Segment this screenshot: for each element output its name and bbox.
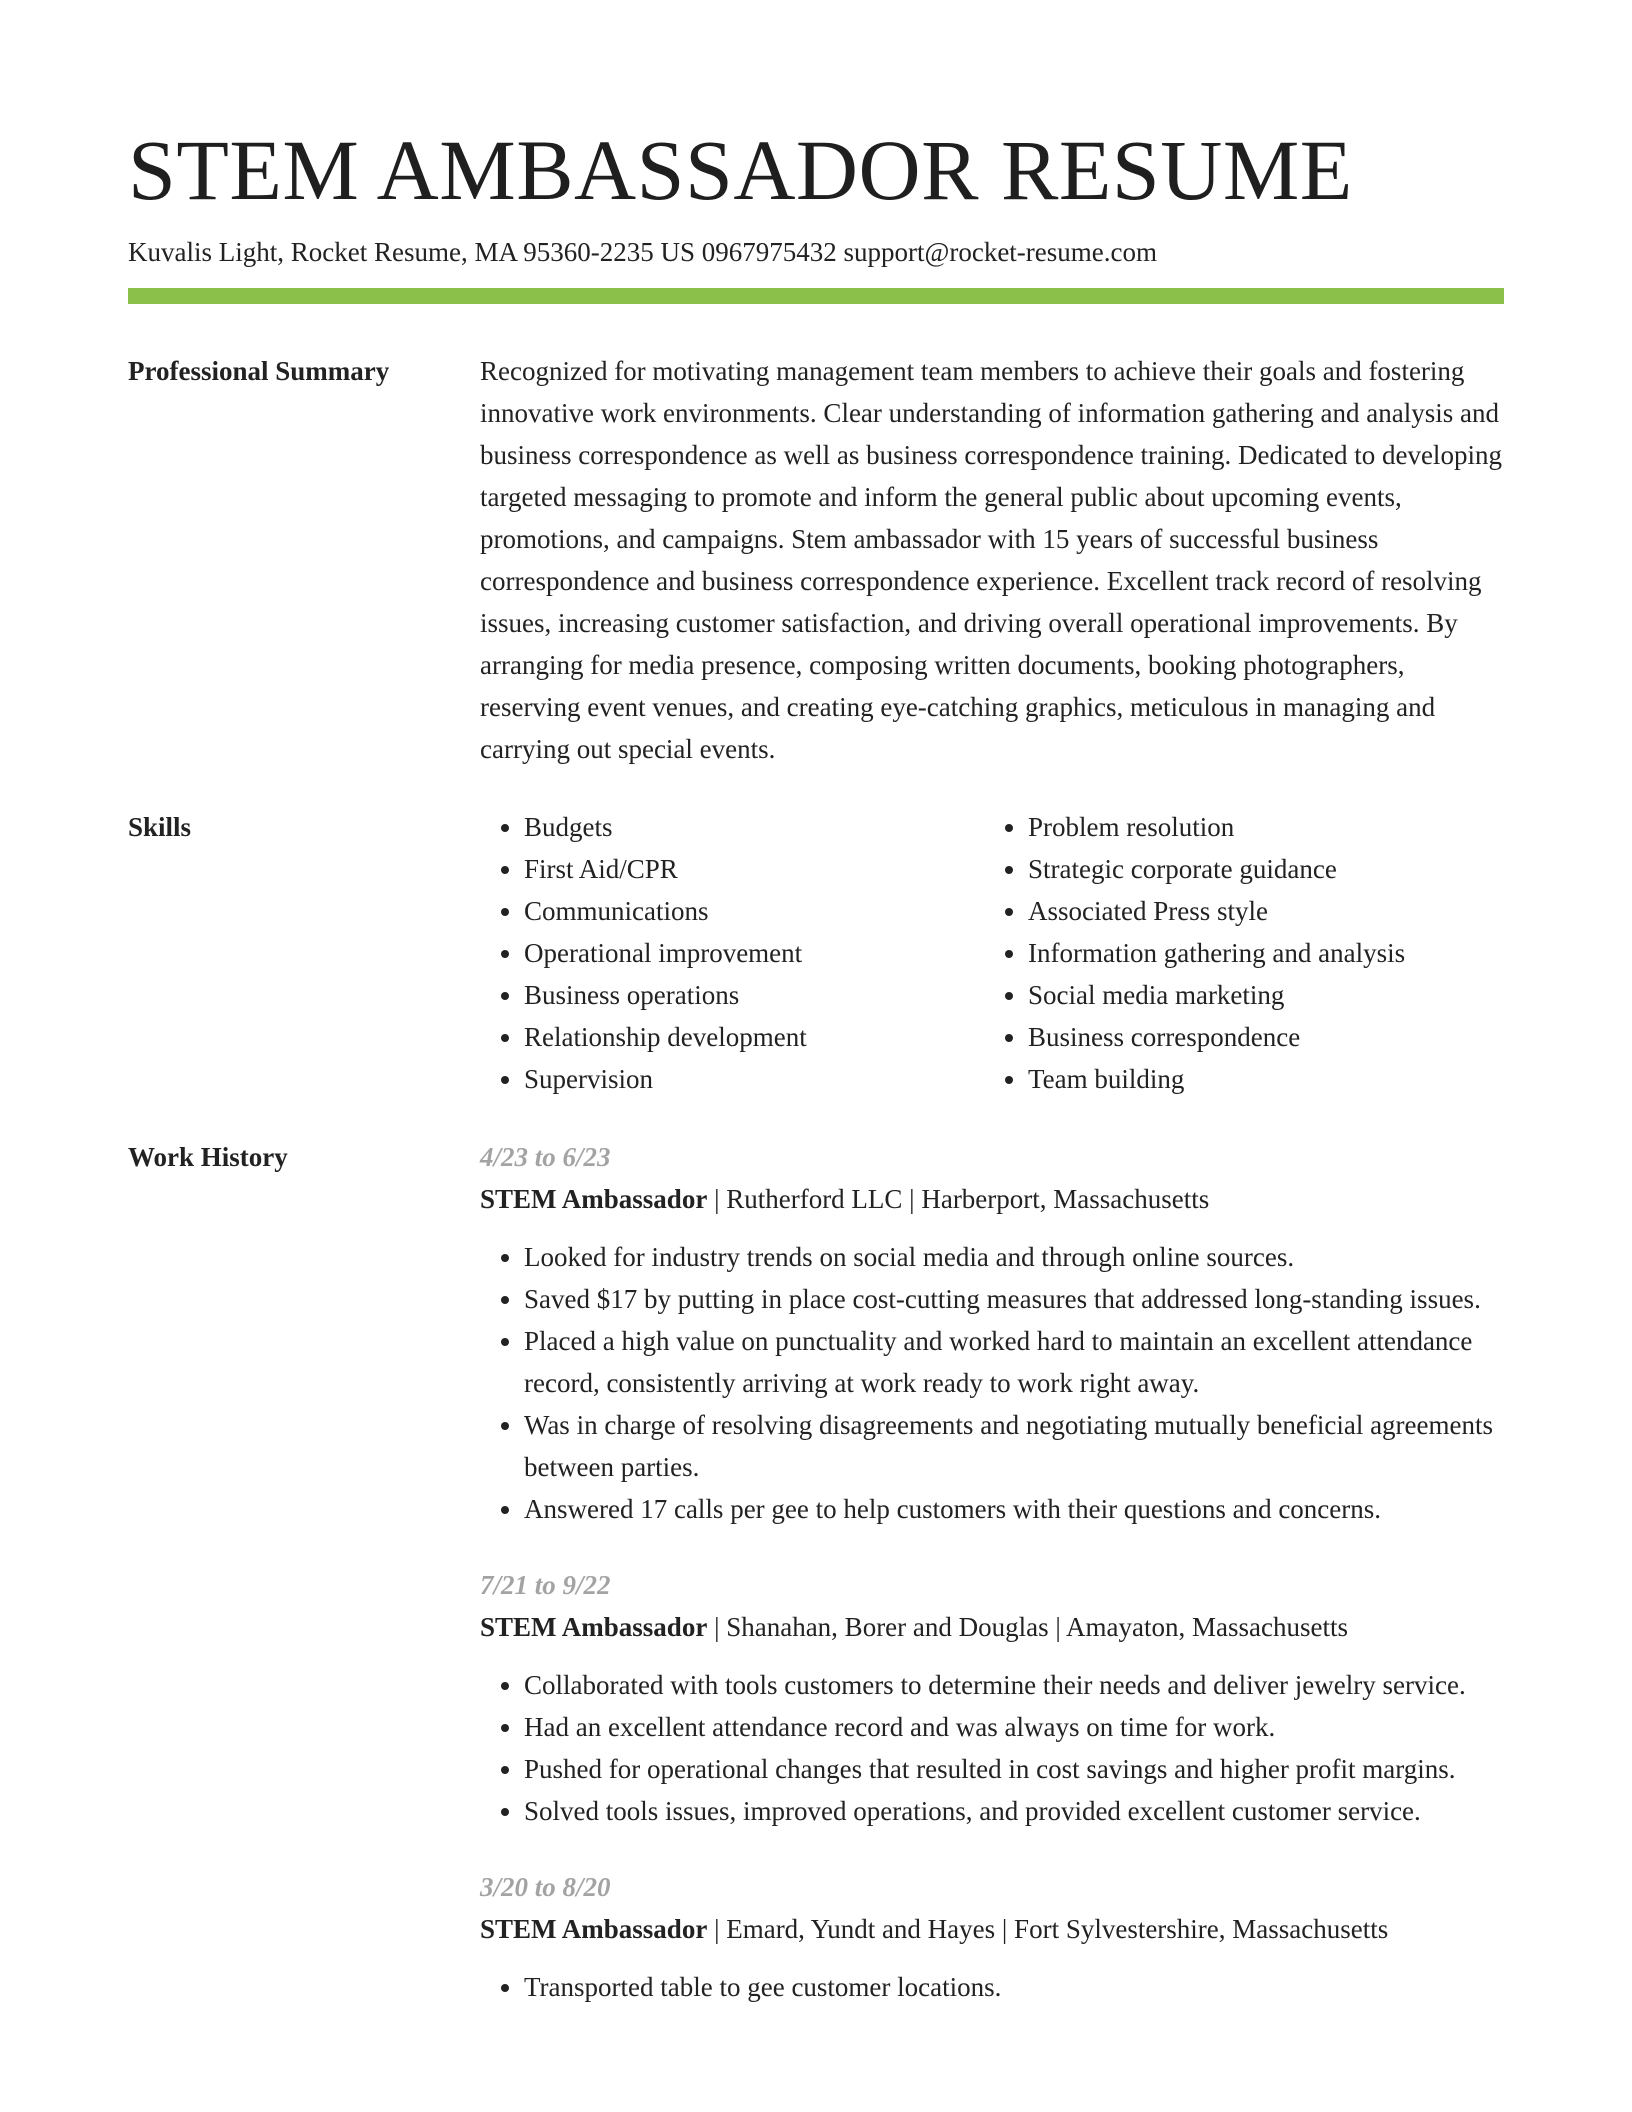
job-bullet: • Answered 17 calls per gee to help customers with their questions and concerns.	[524, 1488, 1504, 1530]
accent-divider	[128, 288, 1504, 304]
job-company-location: | Shanahan, Borer and Douglas | Amayaton, Massachusetts	[707, 1612, 1348, 1642]
section-label-skills: Skills	[128, 812, 192, 842]
summary-text: Recognized for motivating management team members to achieve their goals and fostering innovative work environments. Clear understanding of information gathering and analysis and business correspondence as well as business correspondence training. Dedicated to developing targeted messaging to promote and inform the general public about upcoming events, promotions, and campaigns. Stem ambassador with 15 years of successful business correspondence and business correspondence experience. Excellent track record of resolving issues, increasing customer satisfaction, and driving overall operational improvements. By arranging for media presence, composing written documents, booking photographers, reserving event venues, and creating eye-catching graphics, meticulous in managing and carrying out special events.	[480, 356, 1502, 764]
job-bullets	[480, 1236, 1504, 1530]
skill-item: • Social media marketing	[1028, 974, 1405, 1016]
job-title: STEM Ambassador	[480, 1914, 708, 1944]
skill-item: • Operational improvement	[524, 932, 984, 974]
job-title: STEM Ambassador	[480, 1184, 708, 1214]
skill-item: • Budgets	[524, 806, 984, 848]
job-bullets	[480, 1966, 1504, 2008]
skill-item: • Relationship development	[524, 1016, 984, 1058]
resume-title: STEM AMBASSADOR RESUME	[128, 122, 1353, 218]
summary-body	[480, 350, 1504, 770]
job-entry	[480, 1866, 1504, 2008]
job-bullet: • Placed a high value on punctuality and worked hard to maintain an excellent attendance record, consistently arriving at work ready to work right away.	[524, 1320, 1504, 1404]
contact-line: Kuvalis Light, Rocket Resume, MA 95360-2235 US 0967975432 support@rocket-resume.com	[128, 237, 1157, 267]
job-bullet: • Pushed for operational changes that resulted in cost savings and higher profit margins.	[524, 1748, 1504, 1790]
section-label-summary: Professional Summary	[128, 356, 390, 386]
skill-item: • Team building	[1028, 1058, 1405, 1100]
skills-column-1	[480, 806, 984, 1100]
job-dates: 7/21 to 9/22	[480, 1570, 611, 1600]
job-bullet: • Looked for industry trends on social media and through online sources.	[524, 1236, 1504, 1278]
work-history-section	[128, 1136, 1504, 2042]
skill-item: • Strategic corporate guidance	[1028, 848, 1405, 890]
section-label-work-history: Work History	[128, 1142, 288, 1172]
work-history-body	[480, 1136, 1504, 2042]
job-entry	[480, 1136, 1504, 1530]
skills-column-2	[984, 806, 1405, 1100]
job-bullet: • Was in charge of resolving disagreements and negotiating mutually beneficial agreements between parties.	[524, 1404, 1504, 1488]
job-company-location: | Emard, Yundt and Hayes | Fort Sylvestershire, Massachusetts	[707, 1914, 1389, 1944]
job-bullet: • Collaborated with tools customers to determine their needs and deliver jewelry service.	[524, 1664, 1504, 1706]
job-bullet: • Solved tools issues, improved operations, and provided excellent customer service.	[524, 1790, 1504, 1832]
job-dates: 3/20 to 8/20	[480, 1872, 611, 1902]
job-heading	[480, 1908, 1504, 1950]
skill-item: • Communications	[524, 890, 984, 932]
job-heading	[480, 1178, 1504, 1220]
skill-item: • Information gathering and analysis	[1028, 932, 1405, 974]
resume-page	[128, 118, 1504, 2042]
skill-item: • Business correspondence	[1028, 1016, 1405, 1058]
job-bullet: • Transported table to gee customer locations.	[524, 1966, 1504, 2008]
skills-section	[128, 806, 1504, 1100]
job-dates: 4/23 to 6/23	[480, 1142, 611, 1172]
job-bullets	[480, 1664, 1504, 1832]
professional-summary-section	[128, 350, 1504, 770]
job-heading	[480, 1606, 1504, 1648]
skills-body	[480, 806, 1504, 1100]
job-bullet: • Had an excellent attendance record and was always on time for work.	[524, 1706, 1504, 1748]
job-company-location: | Rutherford LLC | Harberport, Massachusetts	[707, 1184, 1210, 1214]
skill-item: • Supervision	[524, 1058, 984, 1100]
skill-item: • First Aid/CPR	[524, 848, 984, 890]
job-entry	[480, 1564, 1504, 1832]
skill-item: • Associated Press style	[1028, 890, 1405, 932]
job-title: STEM Ambassador	[480, 1612, 708, 1642]
skill-item: • Business operations	[524, 974, 984, 1016]
skill-item: • Problem resolution	[1028, 806, 1405, 848]
job-bullet: • Saved $17 by putting in place cost-cutting measures that addressed long-standing issues.	[524, 1278, 1504, 1320]
